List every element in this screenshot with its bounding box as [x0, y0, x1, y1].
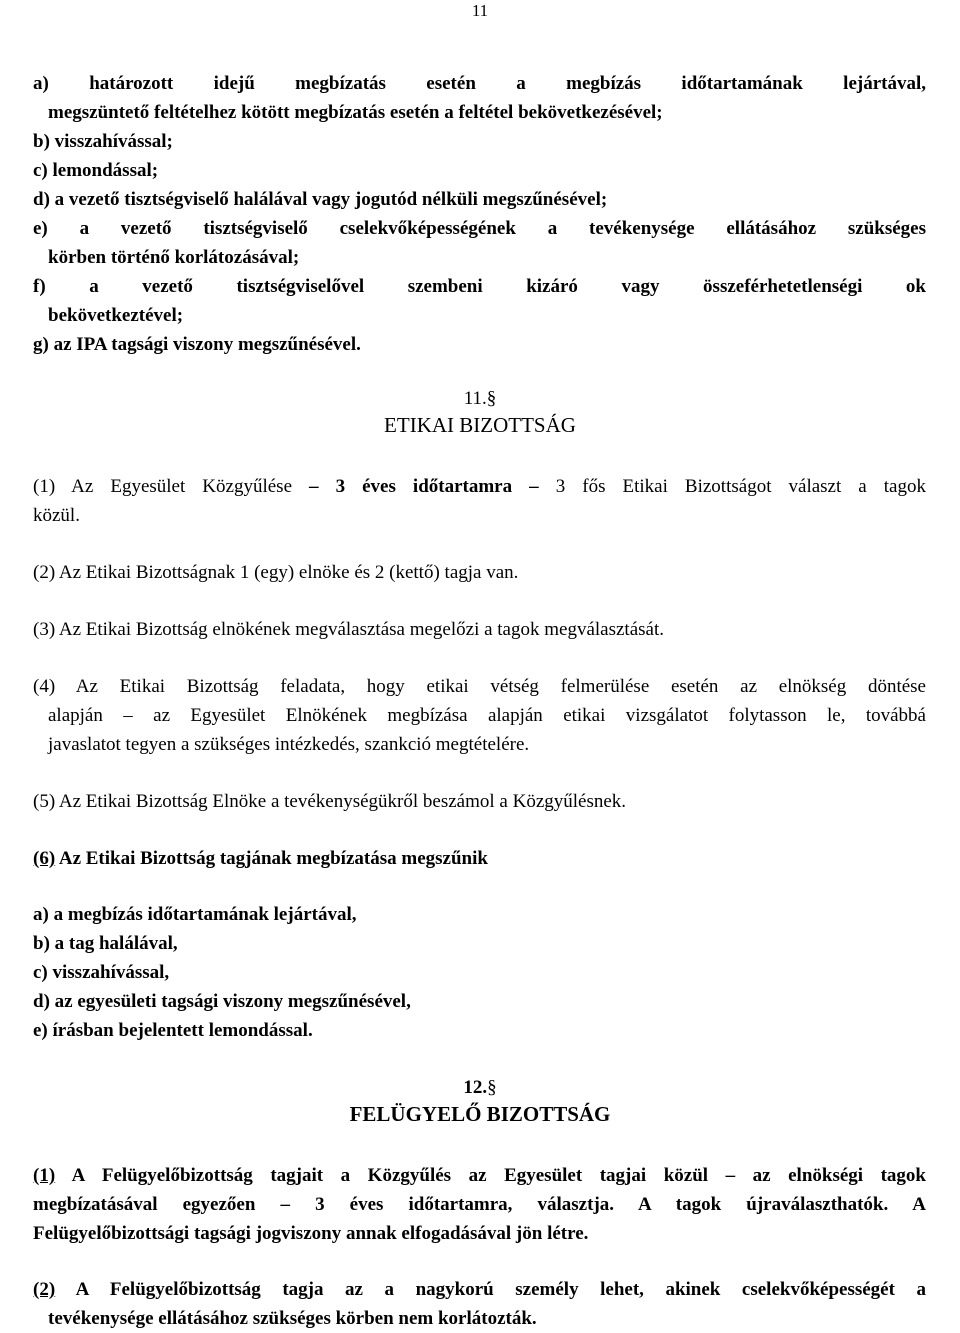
section-11-p4: (4) Az Etikai Bizottság feladata, hogy etikai vétség felmerülése esetén az elnökség döntése alapján – az Egyesület Elnökének megbízása alapján etikai vizsgálatot folytasson le, továbbá javaslatot tegyen a szükséges intézkedés, szankció megtételére. — [33, 676, 926, 755]
list-item: e) írásban bejelentett lemondással. — [33, 1020, 313, 1041]
section-11-p1: (1) Az Egyesület Közgyűlése – 3 éves időtartamra – 3 fős Etikai Bizottságot választ a tagok közül. — [33, 476, 926, 526]
list-item-c: c) lemondással; — [33, 160, 159, 181]
list-item-a: a) határozott idejű megbízatás esetén a megbízás időtartamának lejártával, — [33, 73, 926, 94]
section-11-p5: (5) Az Etikai Bizottság Elnöke a tevékenységükről beszámol a Közgyűlésnek. — [33, 791, 627, 812]
section-12-number: 12.§ — [463, 1077, 497, 1098]
list-item-a-cont: megszüntető feltételhez kötött megbízatás esetén a feltétel bekövetkezésével; — [48, 102, 663, 123]
section-12-title: FELÜGYELŐ BIZOTTSÁG — [349, 1102, 611, 1126]
page-number: 11 — [471, 1, 489, 20]
list-item-g: g) az IPA tagsági viszony megszűnésével. — [33, 334, 361, 355]
section-11-p6: (6) Az Etikai Bizottság tagjának megbízatása megszűnik — [33, 848, 488, 869]
section-12-p1: (1) A Felügyelőbizottság tagjait a Közgyűlés az Egyesület tagjai közül – az elnökségi tagok megbízatásával egyezően – 3 éves időtartamra, választja. A tagok újraválaszthatók. A Felügyelőbizottsági tagsági jogviszony annak elfogadásával jön létre. — [33, 1165, 926, 1244]
termination-list — [33, 69, 926, 359]
list-item: d) az egyesületi tagsági viszony megszűnésével, — [33, 991, 411, 1012]
list-item-d: d) a vezető tisztségviselő halálával vagy jogutód nélküli megszűnésével; — [33, 189, 608, 210]
section-11-p2: (2) Az Etikai Bizottságnak 1 (egy) elnöke és 2 (kettő) tagja van. — [33, 562, 519, 583]
section-12-p2: (2) A Felügyelőbizottság tagja az a nagykorú személy lehet, akinek cselekvőképességét a tevékenysége ellátásához szükséges körben nem korlátozták. — [33, 1279, 926, 1329]
section-11-mandate-list — [33, 900, 926, 1045]
list-item-e: e) a vezető tisztségviselő cselekvőképességének a tevékenysége ellátásához szükséges körben történő korlátozásával; — [33, 218, 926, 268]
list-item-b: b) visszahívással; — [33, 131, 173, 152]
list-item: c) visszahívással, — [33, 962, 170, 983]
list-item: b) a tag halálával, — [33, 933, 178, 954]
list-item: a) a megbízás időtartamának lejártával, — [33, 904, 357, 925]
list-item-f: f) a vezető tisztségviselővel szembeni kizáró vagy összeférhetetlenségi ok bekövetkeztével; — [33, 276, 926, 326]
section-11-p3: (3) Az Etikai Bizottság elnökének megválasztása megelőzi a tagok megválasztását. — [33, 619, 664, 640]
section-11-title: ETIKAI BIZOTTSÁG — [384, 413, 576, 437]
section-11-number: 11.§ — [463, 388, 497, 409]
